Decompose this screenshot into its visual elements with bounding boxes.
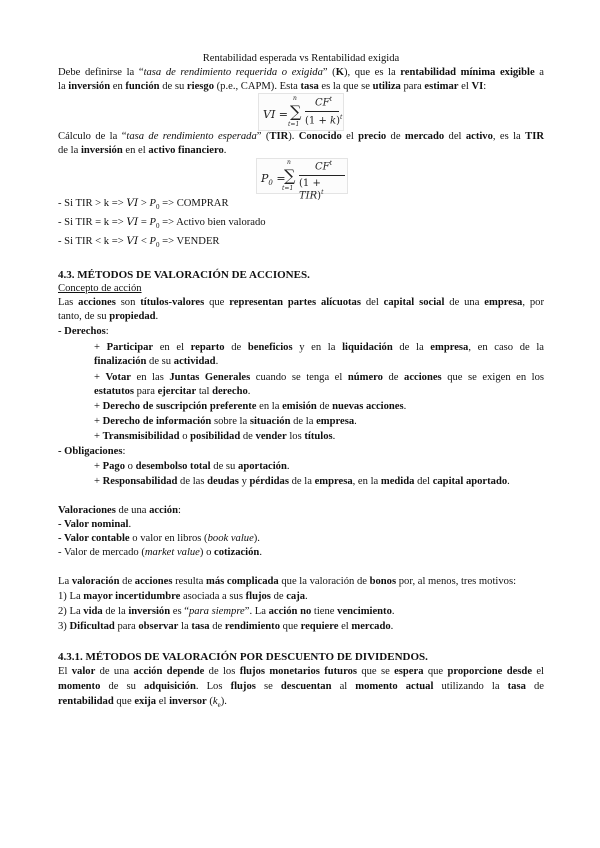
obligaciones-heading: - Obligaciones: [58,446,126,457]
paragraph-line: la inversión en función de su riesgo (p.e., CAPM). Esta tasa es la que se utiliza para estimar el VI: [58,81,487,92]
section-heading: 4.3. MÉTODOS DE VALORACIÓN DE ACCIONES. [58,269,310,281]
list-item: + Derecho de suscripción preferente en la emisión de nuevas acciones. [94,401,407,412]
paragraph-line: Cálculo de la “tasa de rendimiento esperada” (TIR). Conocido el precio de mercado del activo, es la TIR [58,131,544,142]
page-title: Rentabilidad esperada vs Rentabilidad exigida [202,53,400,64]
derechos-heading: - Derechos: [58,326,109,337]
list-item: 1) La mayor incertidumbre asociada a sus flujos de caja. [58,591,308,602]
list-item: + Pago o desembolso total de su aportación. [94,461,290,472]
paragraph-line: rentabilidad que exija el inversor $(k_e)$. [58,696,227,710]
subheading-concept: Concepto de acción [58,283,142,294]
list-item: - Valor nominal. [58,519,132,530]
list-item: + Votar en las Juntas Generales cuando se tenga el número de acciones que se exigen en los [94,372,545,383]
p0-formula: $P_0$ = n ∑ t=1 $CF^t$ (1 + TIR)$^t$ [256,158,348,194]
paragraph-line: de la inversión en el activo financiero. [58,145,227,156]
list-item-cont: finalización de su actividad. [94,356,219,367]
list-item: + Participar en el reparto de beneficios y en la liquidación de la empresa, en caso de la [94,342,545,353]
paragraph-line: Debe definirse la “tasa de rendimiento requerida o exigida” (K), que es la rentabilidad mínima exigible a [58,67,544,78]
rule-sell: - Si TIR < k => VI < $P_0$ => VENDER [58,235,220,250]
list-item-cont: estatutos para ejercitar tal derecho. [94,386,251,397]
list-item: - Valor contable o valor en libros (book value). [58,533,260,544]
list-item: 3) Dificultad para observar la tasa de rendimiento que requiere el mercado. [58,621,394,632]
rule-buy: - Si TIR > k => VI > $P_0$ => COMPRAR [58,197,229,212]
section-heading: 4.3.1. MÉTODOS DE VALORACIÓN POR DESCUENTO DE DIVIDENDOS. [58,651,428,663]
paragraph-line: tanto, de su propiedad. [58,311,159,322]
paragraph-line: El valor de una acción depende de los flujos monetarios futuros que se espera que proporcione desde el [58,666,544,677]
paragraph-line: momento de su adquisición. Los flujos se descuentan al momento actual utilizando la tasa de [58,681,544,692]
list-item: - Valor de mercado (market value) o cotización. [58,547,262,558]
list-item: + Derecho de información sobre la situación de la empresa. [94,416,357,427]
list-item: + Transmisibilidad o posibilidad de vender los títulos. [94,431,336,442]
paragraph-line: La valoración de acciones resulta más complicada que la valoración de bonos por, al menos, tres motivos: [58,576,517,587]
paragraph-line: Las acciones son títulos-valores que representan partes alícuotas del capital social de una empresa, por [58,297,544,308]
rule-fair: - Si TIR = k => VI = $P_0$ => Activo bien valorado [58,216,266,231]
valoraciones-intro: Valoraciones de una acción: [58,505,181,516]
list-item: 2) La vida de la inversión es “para siempre”. La acción no tiene vencimiento. [58,606,395,617]
list-item: + Responsabilidad de las deudas y pérdidas de la empresa, en la medida del capital aportado. [94,476,510,487]
vi-formula: VI = n ∑ t=1 $CF^t$ $(1 + k)^t$ [258,93,344,131]
